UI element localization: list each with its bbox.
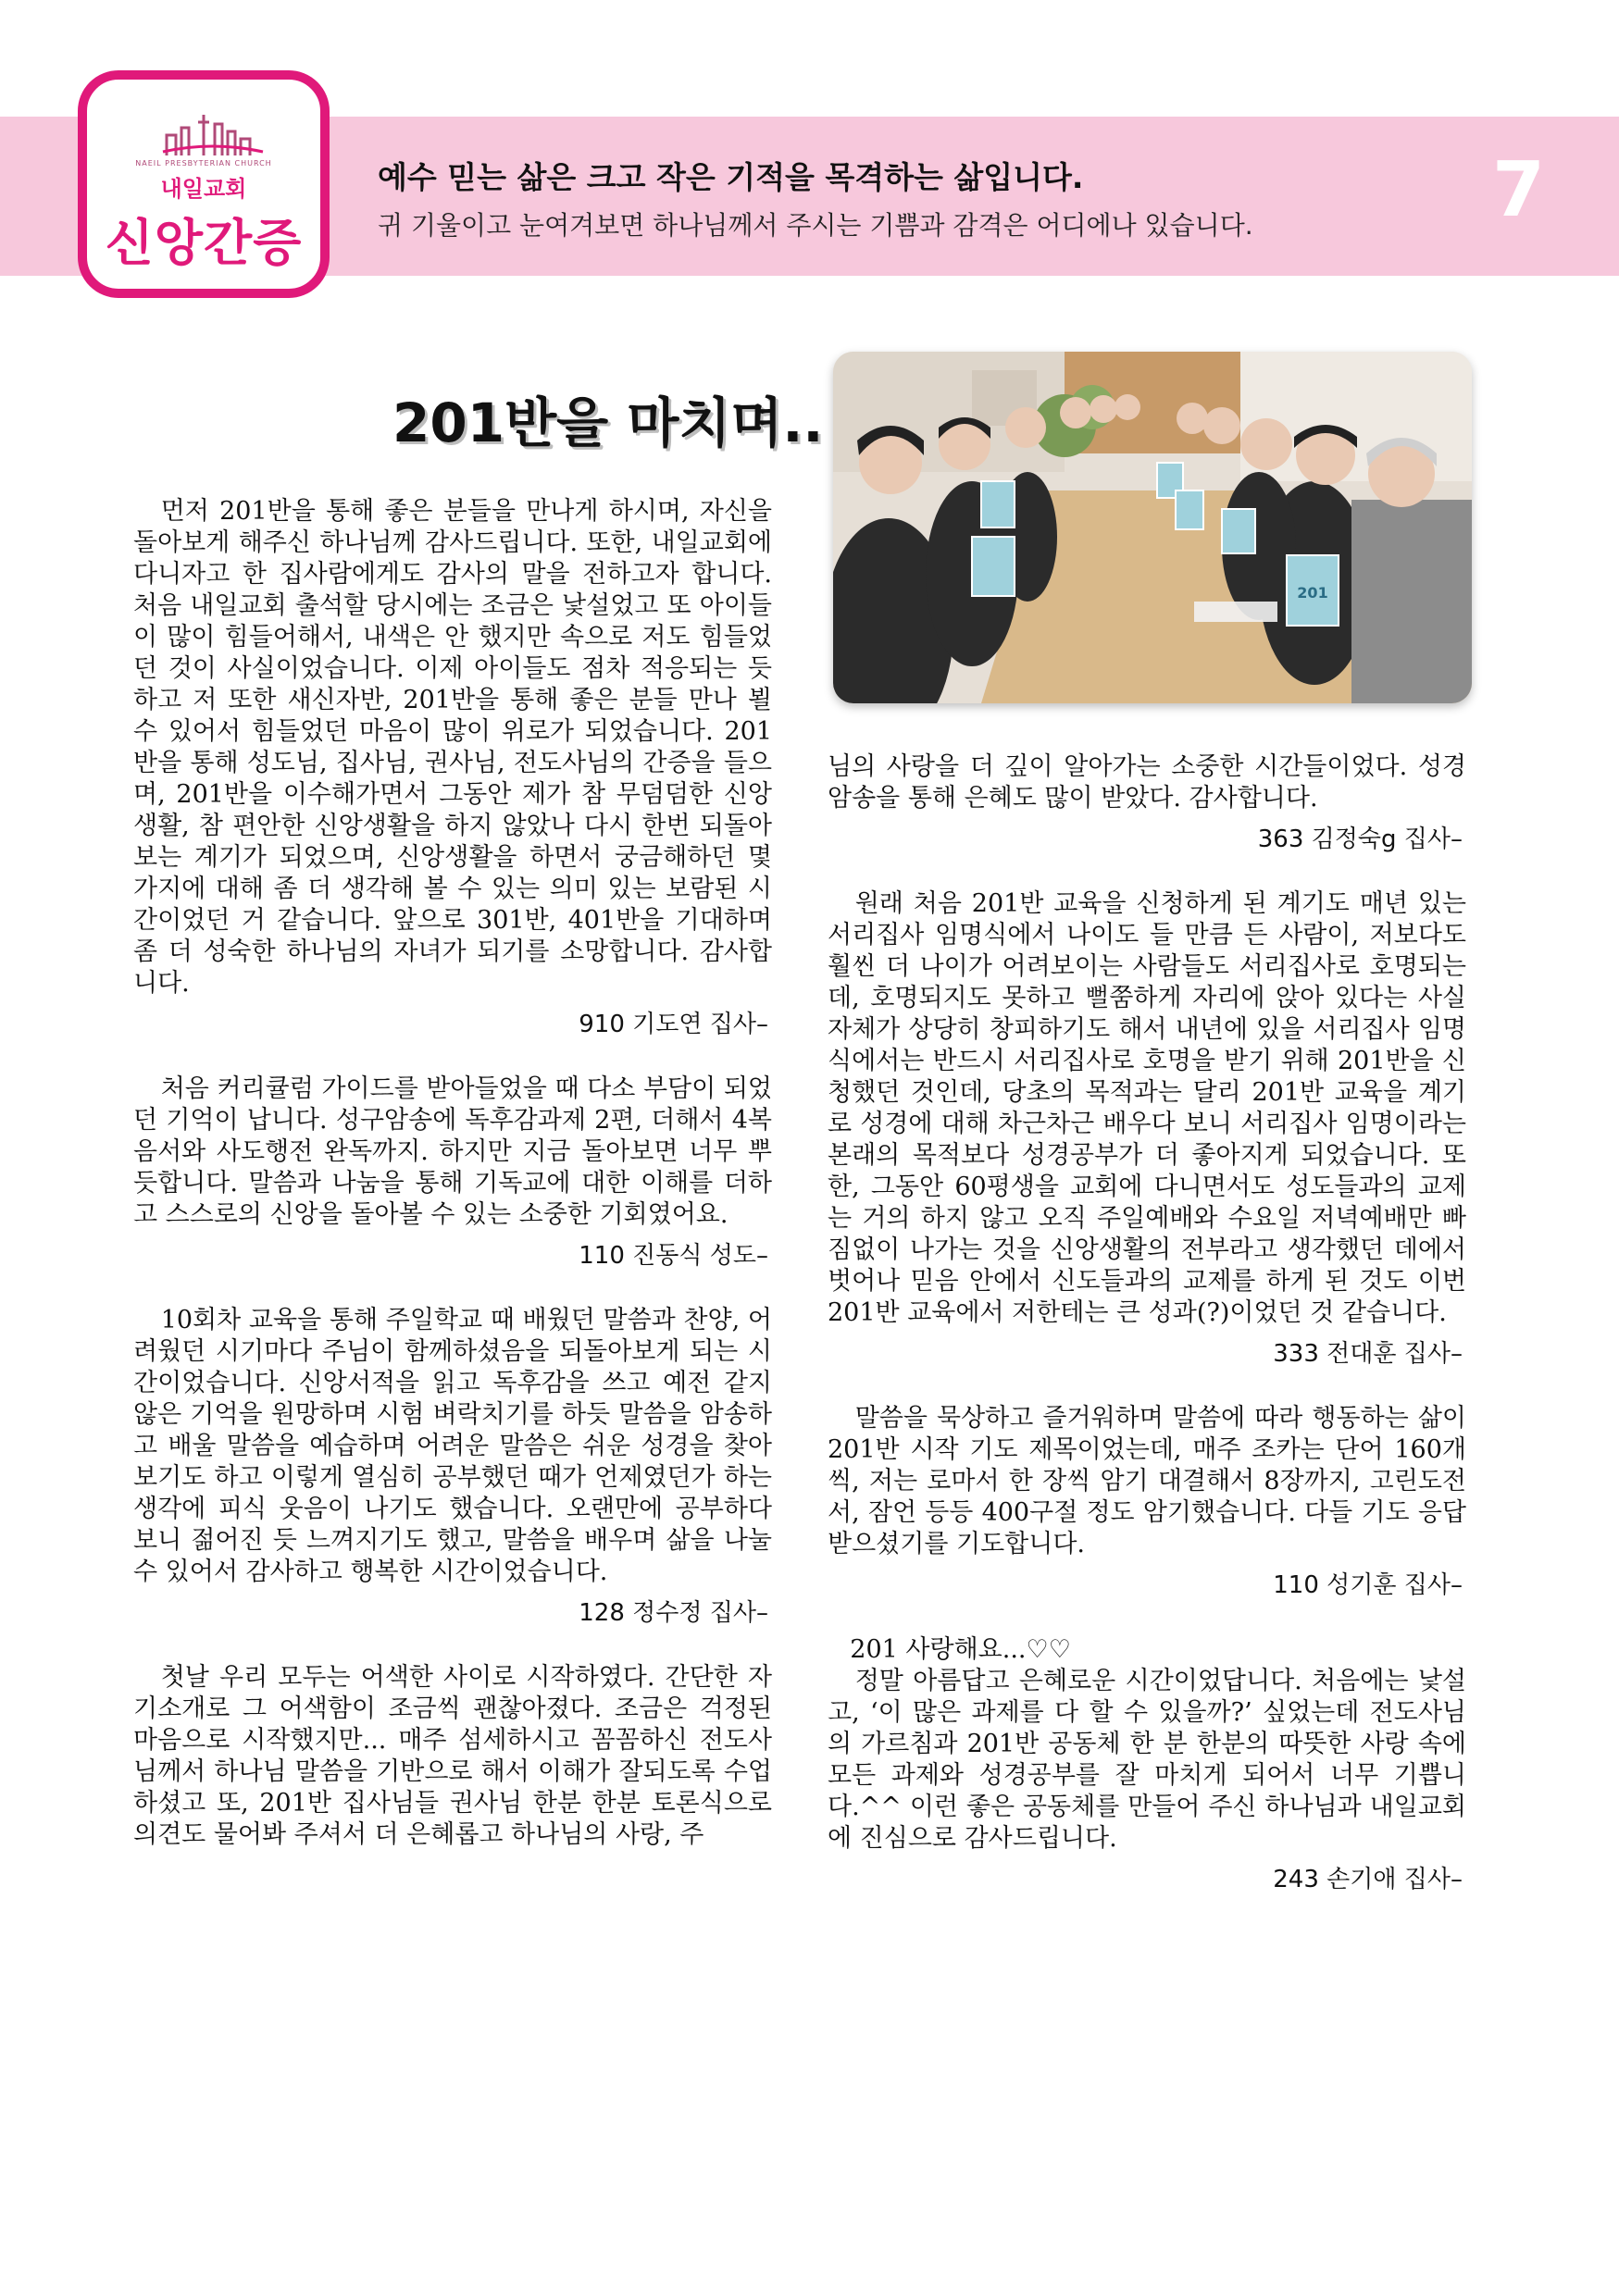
testimony-text: 10회차 교육을 통해 주일학교 때 배웠던 말씀과 찬양, 어려웠던 시기마다 주님이 함께하셨음을 되돌아보게 되는 시간이었습니다. 신앙서적을 읽고 독후감을 쓰고 예전 같지 않은 기억을 원망하며 시험 벼락치기를 하듯 말씀을 암송하고 배울 말씀을 예습하며 어려운 말씀은 쉬운 성경을 찾아보기도 하고 이렇게 열심히 공부했던 때가 언제였던가 하는 생각에 피식 웃음이 나기도 했습니다. 오랜만에 공부하다 보니 젊어진 듯 느껴지기도 했고, 말씀을 배우며 삶을 나눌 수 있어서 감사하고 행복한 시간이었습니다. xyxy=(133,1306,772,1586)
testimony-text: 첫날 우리 모두는 어색한 사이로 시작하였다. 간단한 자기소개로 그 어색함이 조금씩 괜찮아졌다. 조금은 걱정된 마음으로 시작했지만... 매주 섬세하시고 꼼꼼하신 전도사님께서 하나님 말씀을 기반으로 해서 이해가 잘되도록 수업하셨고 또, 201반 집사님들 권사님 한분 한분 토론식으로 의견도 물어봐 주셔서 더 은혜롭고 하나님의 사랑, 주 xyxy=(133,1663,772,1849)
testimony-text: 원래 처음 201반 교육을 신청하게 된 계기도 매년 있는 서리집사 임명식에서 나이도 들 만큼 든 사람이, 저보다도 훨씬 더 나이가 어려보이는 사람들도 서리집사로 호명되는데, 호명되지도 못하고 뻘쭘하게 자리에 앉아 있다는 사실 자체가 상당히 창피하기도 해서 내년에 있을 서리집사 임명식에서는 반드시 서리집사로 호명을 받기 위해 201반을 신청했던 것인데, 당초의 목적과는 달리 201반 교육을 계기로 성경에 대해 차근차근 배우다 보니 서리집사 임명이라는 본래의 목적보다 성경공부가 더 좋아지게 되었습니다. 또한, 그동안 60평생을 교회에 다니면서도 성도들과의 교제는 거의 하지 않고 오직 주일예배와 수요일 저녁예배만 빠짐없이 나가는 것을 신앙생활의 전부라고 생각했던 데에서 벗어나 믿음 안에서 신도들과의 교제를 하게 된 것도 이번 201반 교육에서 저한테는 큰 성과(?)이었던 것 같습니다. xyxy=(828,889,1466,1327)
testimony-text: 말씀을 묵상하고 즐거워하며 말씀에 따라 행동하는 삶이 201반 시작 기도 제목이었는데, 매주 조카는 단어 160개씩, 저는 로마서 한 장씩 암기 대결해서 8장까지, 고린도전서, 잠언 등등 400구절 정도 암기했습니다. 다들 기도 응답받으셨기를 기도합니다. xyxy=(828,1404,1466,1558)
testimony-signature: 363 김정숙g 집사– xyxy=(1257,825,1463,853)
testimony-text: 정말 아름답고 은혜로운 시간이었답니다. 처음에는 낯설고, ‘이 많은 과제를 다 할 수 있을까?’ 싶었는데 전도사님의 가르침과 201반 공동체 한 분 한분의 따뜻한 사랑 속에 모든 과제와 성경공부를 잘 마치게 되어서 너무 기쁩니다.^^ 이런 좋은 공동체를 만들어 주신 하나님과 내일교회에 진심으로 감사드립니다. xyxy=(828,1667,1466,1853)
article-title: 201반을 마치며.. xyxy=(392,391,824,454)
testimony-1 xyxy=(133,496,772,1040)
section-title: 신앙간증 xyxy=(105,214,303,272)
right-column xyxy=(828,751,1466,1929)
section-logo xyxy=(78,70,330,298)
group-photo-illustration xyxy=(833,352,1472,703)
logo-subtitle: NAEIL PRESBYTERIAN CHURCH xyxy=(135,159,272,168)
photo-book-label: 201 xyxy=(1297,584,1328,602)
logo-church-name: 내일교회 xyxy=(160,176,247,202)
testimony-signature: 243 손기애 집사– xyxy=(1273,1866,1463,1893)
testimony-text: 님의 사랑을 더 깊이 알아가는 소중한 시간들이었다. 성경암송을 통해 은혜도 많이 받았다. 감사합니다. xyxy=(828,752,1466,813)
testimony-signature: 110 성기훈 집사– xyxy=(1273,1571,1463,1599)
testimony-signature: 333 전대훈 집사– xyxy=(1273,1340,1463,1368)
testimony-4-part-2 xyxy=(828,751,1466,855)
testimony-signature: 128 정수정 집사– xyxy=(579,1599,768,1627)
header-headline: 예수 믿는 삶은 크고 작은 기적을 목격하는 삶입니다. xyxy=(378,159,1084,195)
testimony-7 xyxy=(828,1634,1466,1895)
testimony-5 xyxy=(828,888,1466,1370)
testimony-2 xyxy=(133,1074,772,1272)
testimony-6 xyxy=(828,1403,1466,1601)
left-column xyxy=(133,496,772,1884)
testimony-signature: 910 기도연 집사– xyxy=(579,1011,768,1038)
testimony-4-part-1 xyxy=(133,1662,772,1851)
group-photo xyxy=(833,352,1472,703)
header-subline: 귀 기울이고 눈여겨보면 하나님께서 주시는 기쁨과 감격은 어디에나 있습니다. xyxy=(378,210,1253,241)
page-number: 7 xyxy=(1492,146,1546,234)
testimony-signature: 110 진동식 성도– xyxy=(579,1242,768,1270)
testimony-text: 처음 커리큘럼 가이드를 받아들었을 때 다소 부담이 되었던 기억이 납니다. 성구암송에 독후감과제 2편, 더해서 4복음서와 사도행전 완독까지. 하지만 지금 돌아보면 너무 뿌듯합니다. 말씀과 나눔을 통해 기독교에 대한 이해를 더하고 스스로의 신앙을 돌아볼 수 있는 소중한 기회였어요. xyxy=(133,1074,772,1229)
testimony-text: 먼저 201반을 통해 좋은 분들을 만나게 하시며, 자신을 돌아보게 해주신 하나님께 감사드립니다. 또한, 내일교회에 다니자고 한 집사람에게도 감사의 말을 전하고자 합니다. 처음 내일교회 출석할 당시에는 조금은 낯설었고 또 아이들이 많이 힘들어해서, 내색은 안 했지만 속으로 저도 힘들었던 것이 사실이었습니다. 이제 아이들도 점차 적응되는 듯하고 저 또한 새신자반, 201반을 통해 좋은 분들 만나 뵐 수 있어서 힘들었던 마음이 많이 위로가 되었습니다. 201반을 통해 성도님, 집사님, 권사님, 전도사님의 간증을 들으며, 201반을 이수해가면서 그동안 제가 참 무덤덤한 신앙생활, 참 편안한 신앙생활을 하지 않았나 다시 한번 되돌아보는 계기가 되었으며, 신앙생활을 하면서 궁금해하던 몇 가지에 대해 좀 더 생각해 볼 수 있는 의미 있는 보람된 시간이었던 거 같습니다. 앞으로 301반, 401반을 기대하며 좀 더 성숙한 하나님의 자녀가 되기를 소망합니다. 감사합니다. xyxy=(133,497,772,998)
testimony-3 xyxy=(133,1305,772,1629)
church-skyline-icon xyxy=(161,104,265,159)
testimony-opening: 201 사랑해요...♡♡ xyxy=(850,1635,1071,1664)
